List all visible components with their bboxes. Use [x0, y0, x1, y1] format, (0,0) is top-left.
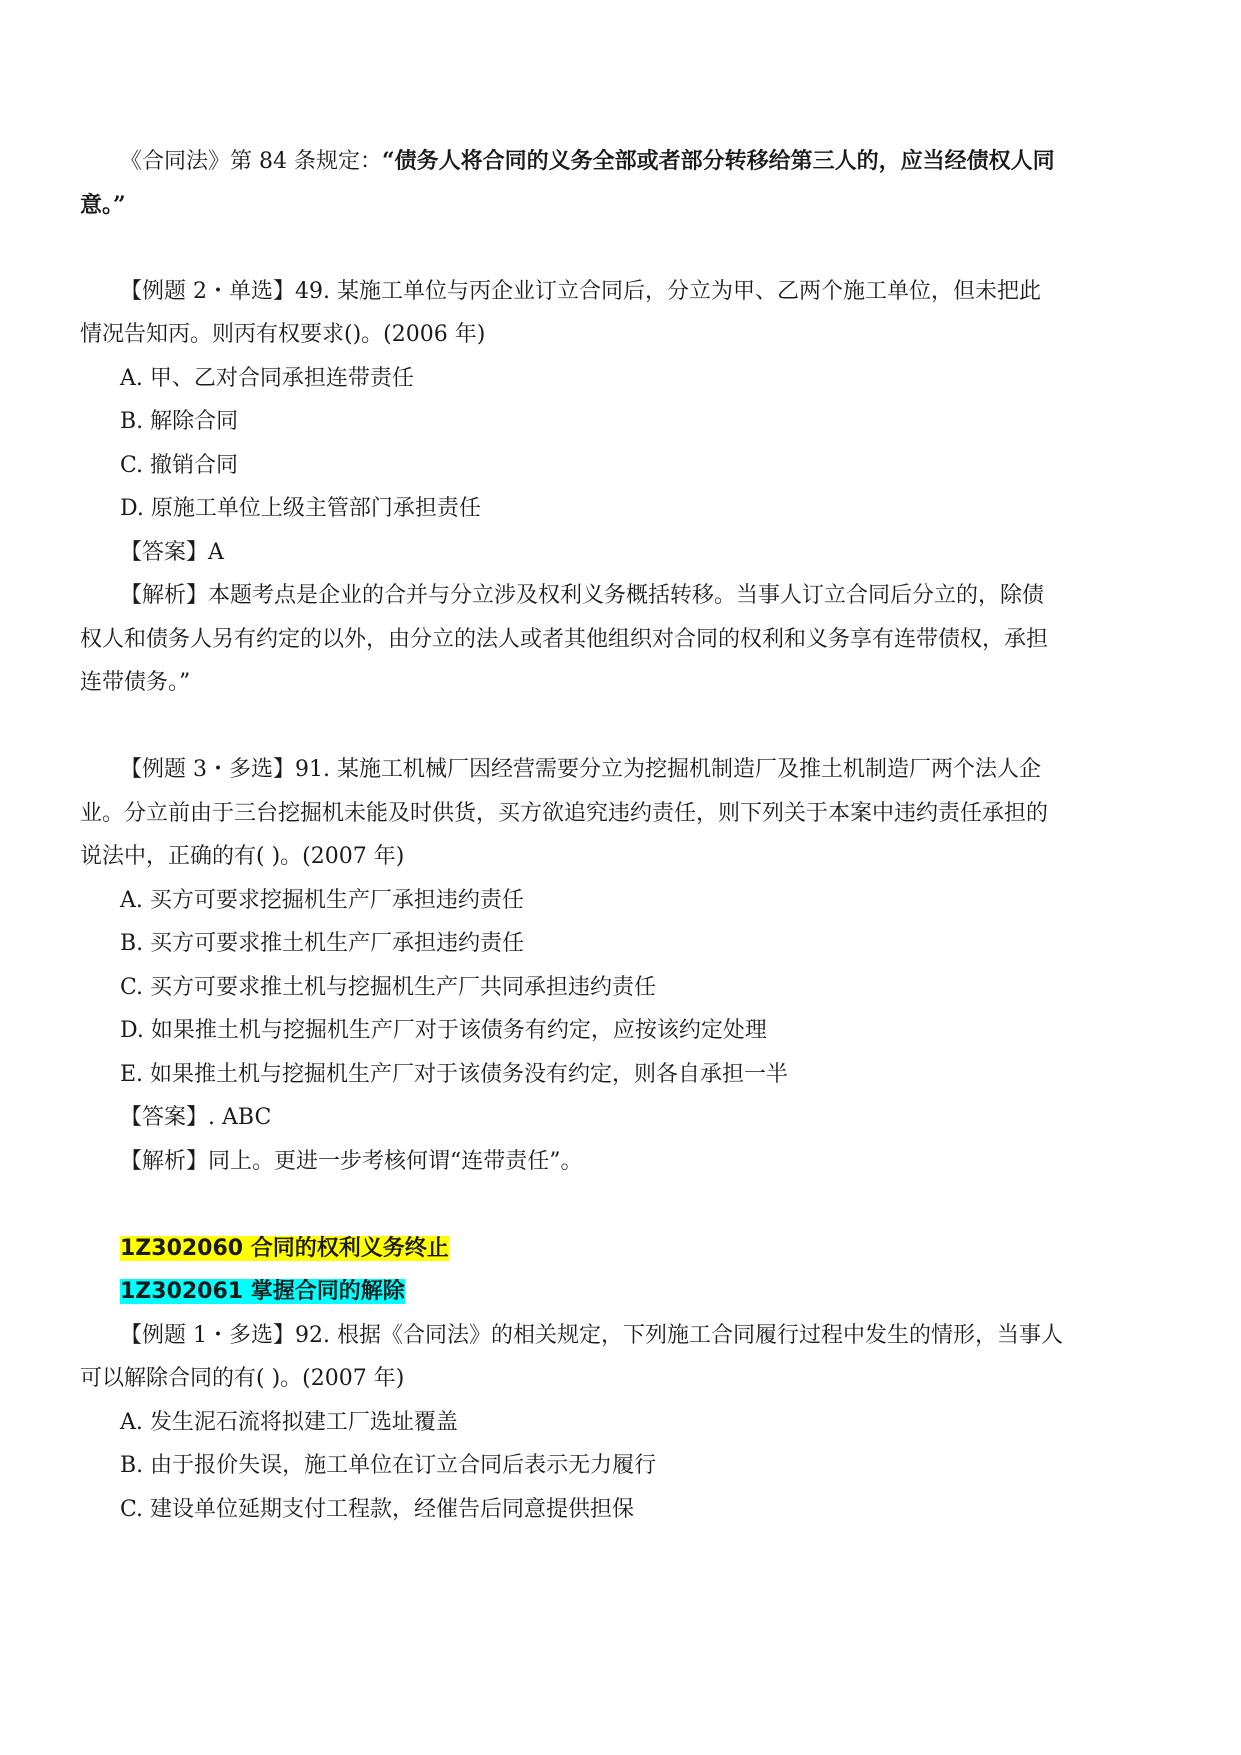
q2-option-a: A. 甲、乙对合同承担连带责任: [120, 366, 414, 391]
intro-citation: 《合同法》第 84 条规定：: [120, 149, 382, 174]
section-heading-1-text: 1Z302060 合同的权利义务终止: [120, 1236, 449, 1261]
q2-option-b: B. 解除合同: [120, 409, 239, 434]
section-heading-1: [120, 1234, 449, 1264]
q1-stem-line-1: 【例题 1・多选】92. 根据《合同法》的相关规定，下列施工合同履行过程中发生的情形，当事人: [120, 1323, 1063, 1348]
intro-line-2: 意。”: [80, 192, 126, 218]
q3-stem-line-3: 说法中，正确的有( )。(2007 年): [80, 844, 405, 869]
q3-answer: 【答案】. ABC: [120, 1105, 272, 1130]
q3-option-a: A. 买方可要求挖掘机生产厂承担违约责任: [120, 888, 524, 913]
q3-stem-line-2: 业。分立前由于三台挖掘机未能及时供货，买方欲追究违约责任，则下列关于本案中违约责任承担的: [80, 801, 1049, 826]
q3-stem-line-1: 【例题 3・多选】91. 某施工机械厂因经营需要分立为挖掘机制造厂及推土机制造厂两个法人企: [120, 757, 1041, 782]
q2-answer: 【答案】A: [120, 540, 224, 565]
q1-stem-line-2: 可以解除合同的有( )。(2007 年): [80, 1366, 405, 1391]
q2-option-d: D. 原施工单位上级主管部门承担责任: [120, 496, 481, 521]
intro-line-1: [120, 146, 1055, 177]
q1-option-c: C. 建设单位延期支付工程款，经催告后同意提供担保: [120, 1497, 635, 1522]
q3-analysis: 【解析】同上。更进一步考核何谓“连带责任”。: [120, 1149, 583, 1174]
q1-option-b: B. 由于报价失误，施工单位在订立合同后表示无力履行: [120, 1453, 657, 1478]
q2-analysis-line-2: 权人和债务人另有约定的以外，由分立的法人或者其他组织对合同的权利和义务享有连带债权，承担: [80, 627, 1049, 652]
q2-stem-line-1: 【例题 2・单选】49. 某施工单位与丙企业订立合同后，分立为甲、乙两个施工单位，但未把此: [120, 279, 1041, 304]
intro-quote: “债务人将合同的义务全部或者部分转移给第三人的，应当经债权人同: [381, 148, 1055, 174]
q2-analysis-line-1: 【解析】本题考点是企业的合并与分立涉及权利义务概括转移。当事人订立合同后分立的，除债: [120, 583, 1045, 608]
q2-analysis-line-3: 连带债务。”: [80, 670, 191, 695]
q1-option-a: A. 发生泥石流将拟建工厂选址覆盖: [120, 1410, 458, 1435]
q3-option-c: C. 买方可要求推土机与挖掘机生产厂共同承担违约责任: [120, 975, 657, 1000]
q3-option-b: B. 买方可要求推土机生产厂承担违约责任: [120, 931, 525, 956]
section-heading-2: [120, 1277, 405, 1307]
q2-stem-line-2: 情况告知丙。则丙有权要求()。(2006 年): [80, 322, 486, 347]
q3-option-d: D. 如果推土机与挖掘机生产厂对于该债务有约定，应按该约定处理: [120, 1018, 767, 1043]
q2-option-c: C. 撤销合同: [120, 453, 239, 478]
q3-option-e: E. 如果推土机与挖掘机生产厂对于该债务没有约定，则各自承担一半: [120, 1062, 789, 1087]
section-heading-2-text: 1Z302061 掌握合同的解除: [120, 1279, 405, 1304]
